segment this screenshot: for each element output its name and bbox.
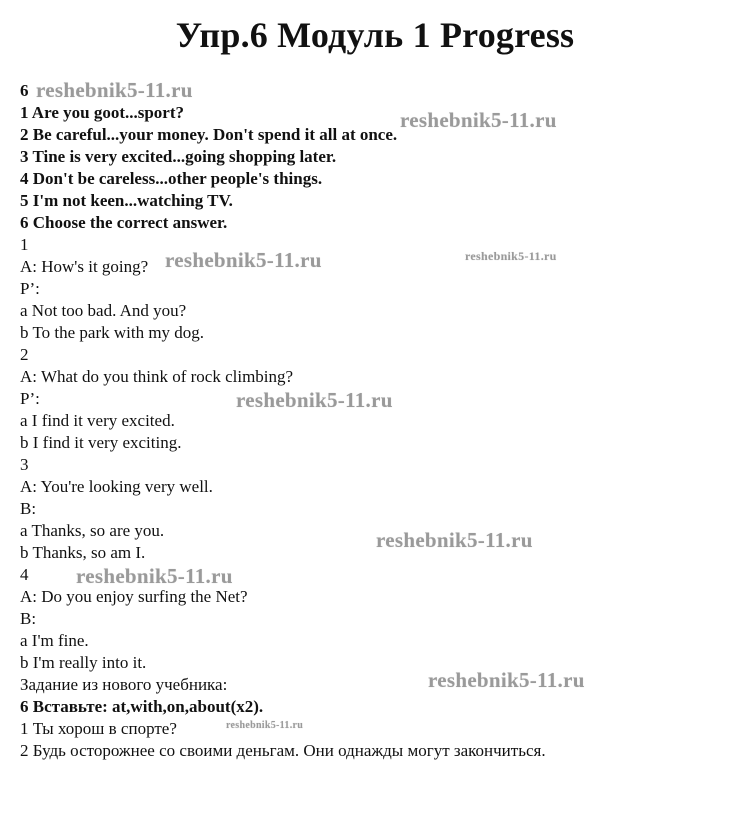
page-title: Упр.6 Модуль 1 Progress (175, 15, 575, 55)
text-line: b To the park with my dog. (20, 323, 205, 342)
text-line: 3 (20, 455, 29, 474)
text-line: a Thanks, so are you. (20, 521, 165, 540)
text-line: P’: (20, 279, 40, 298)
watermark: reshebnik5-11.ru (36, 78, 193, 102)
text-line: b Thanks, so am I. (20, 543, 146, 562)
text-line: B: (20, 609, 37, 628)
watermark: reshebnik5-11.ru (226, 720, 304, 731)
watermark: reshebnik5-11.ru (428, 668, 585, 692)
text-line: 4 Don't be careless...other people's things. (20, 169, 323, 188)
text-line: Задание из нового учебника: (20, 675, 228, 694)
text-line: 3 Tine is very excited...going shopping later. (20, 147, 337, 166)
text-line: 2 (20, 345, 29, 364)
text-line: 6 Choose the correct answer. (20, 213, 228, 232)
text-line: 6 (20, 81, 29, 100)
text-line: a I find it very excited. (20, 411, 175, 430)
watermark: reshebnik5-11.ru (165, 248, 322, 272)
exercise-text (20, 80, 740, 762)
text-line: 2 Будь осторожнее со своими деньгам. Они однажды могут закончиться. (20, 741, 546, 760)
text-line: 1 Ты хорош в спорте? (20, 719, 177, 738)
text-line: 4 (20, 565, 29, 584)
watermark: reshebnik5-11.ru (400, 108, 557, 132)
watermark: reshebnik5-11.ru (465, 249, 557, 263)
text-line: B: (20, 499, 37, 518)
text-line: A: Do you enjoy surfing the Net? (20, 587, 248, 606)
text-line: 1 Are you goot...sport? (20, 103, 185, 122)
text-line: 5 I'm not keen...watching TV. (20, 191, 233, 210)
text-line: b I find it very exciting. (20, 433, 182, 452)
text-line: a Not too bad. And you? (20, 301, 187, 320)
text-line: 6 Вставьте: at,with,on,about(x2). (20, 697, 264, 716)
text-line: A: You're looking very well. (20, 477, 213, 496)
watermark: reshebnik5-11.ru (76, 564, 233, 588)
watermark: reshebnik5-11.ru (236, 388, 393, 412)
text-line: A: What do you think of rock climbing? (20, 367, 294, 386)
text-line: 1 (20, 235, 29, 254)
text-line: a I'm fine. (20, 631, 89, 650)
text-line: A: How's it going? (20, 257, 149, 276)
watermark: reshebnik5-11.ru (376, 528, 533, 552)
text-line: P’: (20, 389, 40, 408)
text-line: 2 Be careful...your money. Don't spend it all at once. (20, 125, 398, 144)
text-line: b I'm really into it. (20, 653, 147, 672)
